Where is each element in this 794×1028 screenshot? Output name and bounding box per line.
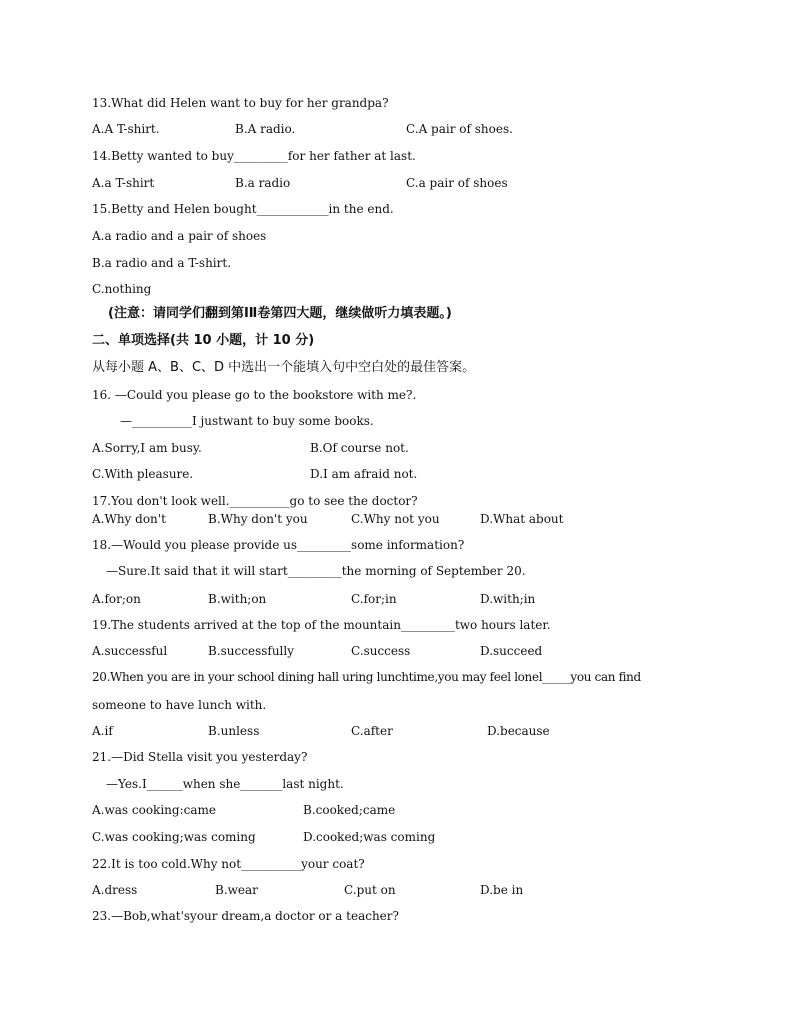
question-19-option-b: B.successfully — [208, 644, 295, 658]
question-13-option-b: B.A radio. — [235, 122, 296, 136]
question-20-stem-continued: someone to have lunch with. — [92, 698, 267, 712]
question-18-stem: 18.—Would you please provide us_________some information? — [92, 538, 465, 552]
question-23-stem: 23.—Bob,what'syour dream,a doctor or a teacher? — [92, 909, 399, 923]
question-16-reply: —__________I justwant to buy some books. — [120, 414, 374, 428]
question-13-stem: 13.What did Helen want to buy for her grandpa? — [92, 96, 389, 110]
question-16-option-d: D.I am afraid not. — [310, 467, 418, 481]
question-18-reply: —Sure.It said that it will start_________the morning of September 20. — [106, 564, 526, 578]
question-15-option-a: A.a radio and a pair of shoes — [92, 229, 267, 243]
question-17-option-b: B.Why don't you — [208, 512, 308, 526]
question-21-option-c: C.was cooking;was coming — [92, 830, 256, 844]
question-22-option-c: C.put on — [344, 883, 396, 897]
question-19-stem: 19.The students arrived at the top of the mountain_________two hours later. — [92, 618, 551, 632]
question-20-option-d: D.because — [487, 724, 550, 738]
question-15-option-b: B.a radio and a T-shirt. — [92, 256, 232, 270]
question-15-option-c: C.nothing — [92, 282, 152, 296]
question-20-option-b: B.unless — [208, 724, 260, 738]
question-14-option-c: C.a pair of shoes — [406, 176, 508, 190]
question-21-option-d: D.cooked;was coming — [303, 830, 436, 844]
question-20-stem: 20.When you are in your school dining hall uring lunchtime,you may feel lonel_____you can find — [92, 670, 641, 684]
question-18-option-c: C.for;in — [351, 592, 397, 606]
question-22-option-d: D.be in — [480, 883, 524, 897]
question-16-option-b: B.Of course not. — [310, 441, 409, 455]
question-14-stem: 14.Betty wanted to buy_________for her father at last. — [92, 149, 416, 163]
question-22-option-b: B.wear — [215, 883, 258, 897]
question-21-option-a: A.was cooking:came — [92, 803, 216, 817]
question-19-option-d: D.succeed — [480, 644, 543, 658]
question-21-option-b: B.cooked;came — [303, 803, 396, 817]
question-19-option-c: C.success — [351, 644, 411, 658]
question-17-option-a: A.Why don't — [92, 512, 166, 526]
question-18-option-b: B.with;on — [208, 592, 267, 606]
question-18-option-d: D.with;in — [480, 592, 536, 606]
question-19-option-a: A.successful — [92, 644, 168, 658]
question-14-option-a: A.a T-shirt — [92, 176, 155, 190]
listening-note: (注意：请同学们翻到第ⅠⅡ卷第四大题，继续做听力填表题。) — [108, 306, 452, 321]
question-21-stem: 21.—Did Stella visit you yesterday? — [92, 750, 308, 764]
question-13-option-a: A.A T-shirt. — [92, 122, 160, 136]
section-2-title: 二、单项选择(共 10 小题，计 10 分) — [92, 333, 315, 348]
question-14-option-b: B.a radio — [235, 176, 291, 190]
question-15-stem: 15.Betty and Helen bought____________in the end. — [92, 202, 394, 216]
section-2-instruction: 从每小题 A、B、C、D 中选出一个能填入句中空白处的最佳答案。 — [92, 360, 476, 375]
question-20-option-a: A.if — [92, 724, 113, 738]
question-16-option-c: C.With pleasure. — [92, 467, 194, 481]
question-16-option-a: A.Sorry,I am busy. — [92, 441, 202, 455]
question-18-option-a: A.for;on — [92, 592, 141, 606]
question-21-reply: —Yes.I______when she_______last night. — [106, 777, 344, 791]
question-17-option-d: D.What about — [480, 512, 564, 526]
question-20-option-c: C.after — [351, 724, 393, 738]
question-13-option-c: C.A pair of shoes. — [406, 122, 513, 136]
question-22-option-a: A.dress — [92, 883, 138, 897]
question-16-stem: 16. —Could you please go to the bookstore with me?. — [92, 388, 417, 402]
question-22-stem: 22.It is too cold.Why not__________your coat? — [92, 857, 365, 871]
question-17-option-c: C.Why not you — [351, 512, 440, 526]
question-17-stem: 17.You don't look well.__________go to see the doctor? — [92, 494, 418, 508]
